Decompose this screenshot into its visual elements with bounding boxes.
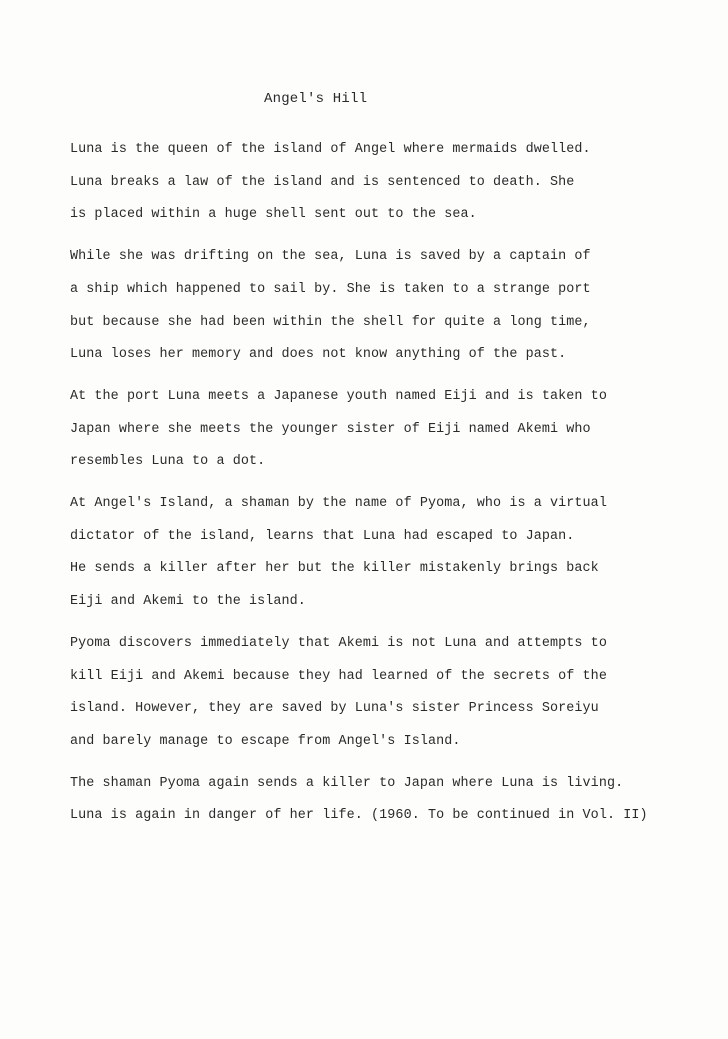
text-line: a ship which happened to sail by. She is taken to a strange port: [70, 281, 591, 297]
text-line: but because she had been within the shell for quite a long time,: [70, 314, 591, 330]
paragraph-5: [70, 628, 690, 759]
paragraph-1: [70, 134, 690, 232]
text-line: He sends a killer after her but the killer mistakenly brings back: [70, 561, 599, 577]
text-line: Eiji and Akemi to the island.: [70, 594, 306, 610]
text-line: While she was drifting on the sea, Luna is saved by a captain of: [70, 249, 591, 265]
text-line: island. However, they are saved by Luna's sister Princess Soreiyu: [70, 701, 599, 717]
document-body: [70, 134, 690, 842]
text-line: and barely manage to escape from Angel's Island.: [70, 733, 461, 749]
text-line: Luna is the queen of the island of Angel where mermaids dwelled.: [70, 142, 591, 157]
text-line: Luna loses her memory and does not know anything of the past.: [70, 347, 567, 363]
document-title: Angel's Hill: [264, 91, 368, 107]
paragraph-2: [70, 241, 690, 372]
paragraph-4: [70, 488, 690, 619]
text-line: Luna breaks a law of the island and is sentenced to death. She: [70, 174, 575, 190]
text-line: At the port Luna meets a Japanese youth named Eiji and is taken to: [70, 388, 607, 404]
text-line: Japan where she meets the younger sister of Eiji named Akemi who: [70, 421, 591, 437]
text-line: Luna is again in danger of her life. (1960. To be continued in Vol. II): [70, 808, 648, 824]
text-line: At Angel's Island, a shaman by the name of Pyoma, who is a virtual: [70, 496, 607, 512]
text-line: is placed within a huge shell sent out to the sea.: [70, 207, 477, 223]
text-line: kill Eiji and Akemi because they had learned of the secrets of the: [70, 668, 607, 684]
text-line: Pyoma discovers immediately that Akemi is not Luna and attempts to: [70, 635, 607, 651]
text-line: resembles Luna to a dot.: [70, 454, 266, 470]
paragraph-3: [70, 381, 690, 479]
text-line: dictator of the island, learns that Luna had escaped to Japan.: [70, 528, 575, 544]
text-line: The shaman Pyoma again sends a killer to Japan where Luna is living.: [70, 775, 624, 791]
paragraph-6: [70, 768, 690, 833]
